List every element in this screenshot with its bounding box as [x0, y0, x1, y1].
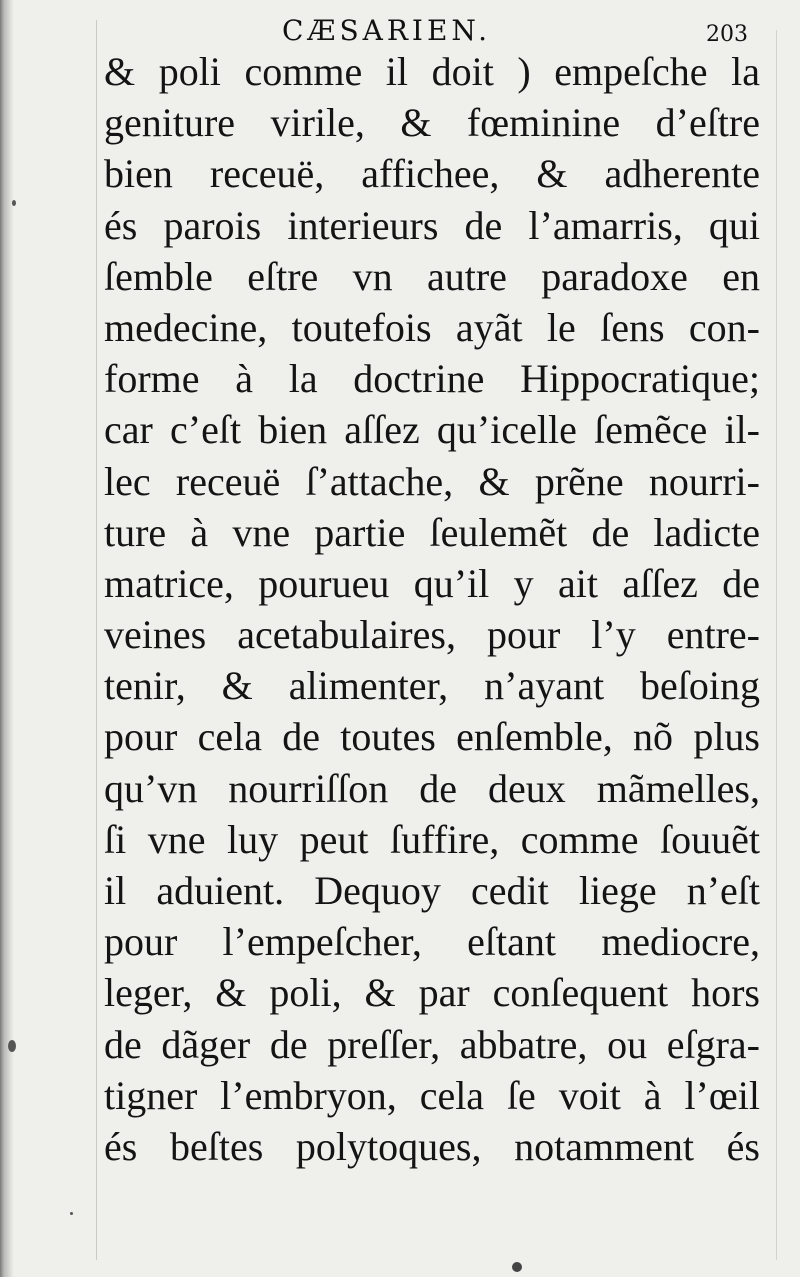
- ink-blot: [512, 1262, 522, 1272]
- text-line: tigner l’embryon, cela ſe voit à l’œil: [104, 1072, 760, 1118]
- running-head: [0, 8, 800, 48]
- text-line: bien receuë, affichee, & adherente: [104, 151, 760, 197]
- text-line: ture à vne partie ſeulemẽt de ladicte: [104, 509, 760, 555]
- text-line: il aduient. Dequoy cedit liege n’eſt: [104, 868, 760, 913]
- text-line: tenir, & alimenter, n’ayant beſoing: [104, 663, 760, 709]
- text-line: medecine, toutefois ayãt le ſens con-: [104, 304, 760, 350]
- text-line: & poli comme il doit ) empeſche la: [104, 49, 760, 94]
- text-line: pour l’empeſcher, eſtant mediocre,: [104, 919, 760, 965]
- ink-speck: [8, 1040, 16, 1052]
- text-line: de dãger de preſſer, abbatre, ou eſgra-: [104, 1021, 760, 1067]
- right-rule: [776, 30, 777, 1260]
- text-line: qu’vn nourriſſon de deux mãmelles,: [104, 765, 760, 811]
- page-gutter-shadow: [0, 0, 14, 1277]
- text-line: és parois interieurs de l’amarris, qui: [104, 202, 760, 248]
- ink-speck: [70, 1212, 73, 1215]
- body-text: [104, 46, 760, 1172]
- text-line: car c’eſt bien aſſez qu’icelle ſemẽce il-: [104, 407, 760, 453]
- page-number: 203: [706, 22, 748, 47]
- text-line: geniture virile, & fœminine d’eſtre: [104, 100, 760, 146]
- text-line: veines acetabulaires, pour l’y entre-: [104, 612, 760, 658]
- text-line: lec receuë ſ’attache, & prẽne nourri-: [104, 458, 760, 504]
- text-line: ſemble eſtre vn autre paradoxe en: [104, 253, 760, 299]
- ink-speck: [12, 200, 16, 206]
- text-line: matrice, pourueu qu’il y ait aſſez de: [104, 560, 760, 606]
- text-line: pour cela de toutes enſemble, nõ plus: [104, 714, 760, 760]
- text-line: és beſtes polytoques, notamment és: [104, 1123, 760, 1169]
- text-line: leger, & poli, & par conſequent hors: [104, 970, 760, 1016]
- left-rule: [96, 20, 97, 1260]
- text-line: ſi vne luy peut ſuffire, comme ſouuẽt: [104, 816, 760, 862]
- running-title: CÆSARIEN.: [282, 14, 492, 47]
- text-line: forme à la doctrine Hippocratique;: [104, 356, 760, 402]
